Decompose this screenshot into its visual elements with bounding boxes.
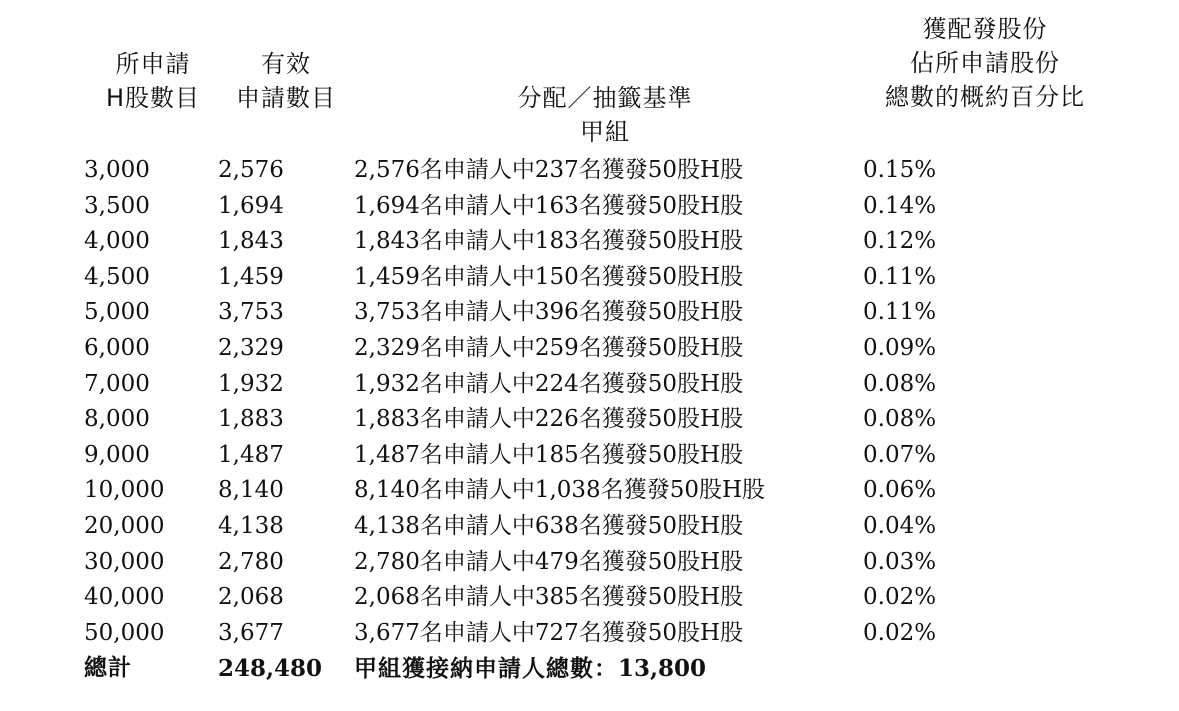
header-approx-percentage xyxy=(860,12,1110,114)
header-allocation-basis-line1: 分配／抽籤基準 xyxy=(517,84,693,112)
percent-cell: 0.02% xyxy=(863,584,937,611)
shares-cell: 50,000 xyxy=(84,619,165,646)
applications-cell: 1,694 xyxy=(218,192,284,219)
header-shares-applied-line2: H股數目 xyxy=(105,84,201,112)
applications-cell: 3,677 xyxy=(218,619,284,646)
shares-cell: 40,000 xyxy=(84,584,165,611)
percent-cell: 0.03% xyxy=(863,548,937,575)
shares-cell: 9,000 xyxy=(84,441,150,468)
basis-cell: 1,843名申請人中183名獲發50股H股 xyxy=(354,228,744,255)
shares-cell: 8,000 xyxy=(84,406,150,433)
total-applications: 248,480 xyxy=(218,655,323,683)
basis-cell: 1,883名申請人中226名獲發50股H股 xyxy=(354,406,744,433)
allocation-table xyxy=(0,153,1179,687)
header-valid-applications-line2: 申請數目 xyxy=(236,84,336,112)
table-row xyxy=(0,224,1179,260)
percent-cell: 0.15% xyxy=(863,157,937,183)
header-approx-percentage-line1: 獲配發股份 xyxy=(922,15,1048,43)
table-row xyxy=(0,260,1179,296)
percent-cell: 0.07% xyxy=(863,441,937,468)
applications-cell: 1,843 xyxy=(218,228,284,255)
basis-cell: 2,780名申請人中479名獲發50股H股 xyxy=(354,548,744,575)
table-row xyxy=(0,189,1179,225)
basis-cell: 8,140名申請人中1,038名獲發50股H股 xyxy=(354,477,766,504)
header-shares-applied-line1: 所申請 xyxy=(115,50,191,78)
applications-cell: 1,932 xyxy=(218,370,284,397)
shares-cell: 4,000 xyxy=(84,228,150,255)
basis-cell: 1,459名申請人中150名獲發50股H股 xyxy=(354,263,744,290)
basis-cell: 3,677名申請人中727名獲發50股H股 xyxy=(354,619,744,646)
shares-cell: 7,000 xyxy=(84,370,150,397)
total-label: 總計 xyxy=(84,655,132,682)
shares-cell: 30,000 xyxy=(84,548,165,575)
table-row xyxy=(0,402,1179,438)
shares-cell: 20,000 xyxy=(84,512,165,539)
table-row xyxy=(0,580,1179,616)
basis-cell: 4,138名申請人中638名獲發50股H股 xyxy=(354,512,744,539)
shares-cell: 6,000 xyxy=(84,334,150,361)
table-row xyxy=(0,545,1179,581)
total-summary-label: 甲組獲接納申請人總數： xyxy=(354,656,618,683)
table-row xyxy=(0,331,1179,367)
applications-cell: 1,459 xyxy=(218,263,284,290)
basis-cell: 1,487名申請人中185名獲發50股H股 xyxy=(354,441,744,468)
applications-cell: 1,487 xyxy=(218,441,284,468)
applications-cell: 4,138 xyxy=(218,512,284,539)
percent-cell: 0.11% xyxy=(863,263,937,290)
header-allocation-basis xyxy=(490,81,720,115)
table-row xyxy=(0,295,1179,331)
header-valid-applications xyxy=(226,47,346,115)
applications-cell: 2,068 xyxy=(218,584,284,611)
applications-cell: 2,780 xyxy=(218,548,284,575)
basis-cell: 2,329名申請人中259名獲發50股H股 xyxy=(354,334,744,361)
table-row xyxy=(0,153,1179,189)
basis-cell: 1,932名申請人中224名獲發50股H股 xyxy=(354,370,744,397)
header-approx-percentage-line2: 佔所申請股份 xyxy=(910,49,1060,77)
shares-cell: 5,000 xyxy=(84,299,150,326)
table-row xyxy=(0,473,1179,509)
total-summary xyxy=(354,651,706,688)
percent-cell: 0.08% xyxy=(863,370,937,397)
header-valid-applications-line1: 有效 xyxy=(261,50,311,78)
percent-cell: 0.04% xyxy=(863,512,937,539)
percent-cell: 0.09% xyxy=(863,334,937,361)
shares-cell: 3,000 xyxy=(84,157,150,183)
percent-cell: 0.06% xyxy=(863,477,937,504)
table-row xyxy=(0,438,1179,474)
total-row xyxy=(0,651,1179,687)
percent-cell: 0.11% xyxy=(863,299,937,326)
header-shares-applied xyxy=(98,47,208,115)
basis-cell: 2,068名申請人中385名獲發50股H股 xyxy=(354,584,744,611)
total-summary-value: 13,800 xyxy=(618,655,707,683)
group-label: 甲組 xyxy=(580,118,630,146)
basis-cell: 3,753名申請人中396名獲發50股H股 xyxy=(354,299,744,326)
percent-cell: 0.14% xyxy=(863,192,937,219)
applications-cell: 3,753 xyxy=(218,299,284,326)
applications-cell: 2,576 xyxy=(218,157,284,183)
percent-cell: 0.12% xyxy=(863,228,937,255)
header-approx-percentage-line3: 總數的概約百分比 xyxy=(885,83,1085,111)
applications-cell: 2,329 xyxy=(218,334,284,361)
table-row xyxy=(0,616,1179,652)
applications-cell: 1,883 xyxy=(218,406,284,433)
shares-cell: 10,000 xyxy=(84,477,165,504)
applications-cell: 8,140 xyxy=(218,477,284,504)
percent-cell: 0.08% xyxy=(863,406,937,433)
table-row xyxy=(0,367,1179,403)
shares-cell: 3,500 xyxy=(84,192,150,219)
percent-cell: 0.02% xyxy=(863,619,937,646)
shares-cell: 4,500 xyxy=(84,263,150,290)
basis-cell: 2,576名申請人中237名獲發50股H股 xyxy=(354,157,744,183)
table-row xyxy=(0,509,1179,545)
basis-cell: 1,694名申請人中163名獲發50股H股 xyxy=(354,192,744,219)
